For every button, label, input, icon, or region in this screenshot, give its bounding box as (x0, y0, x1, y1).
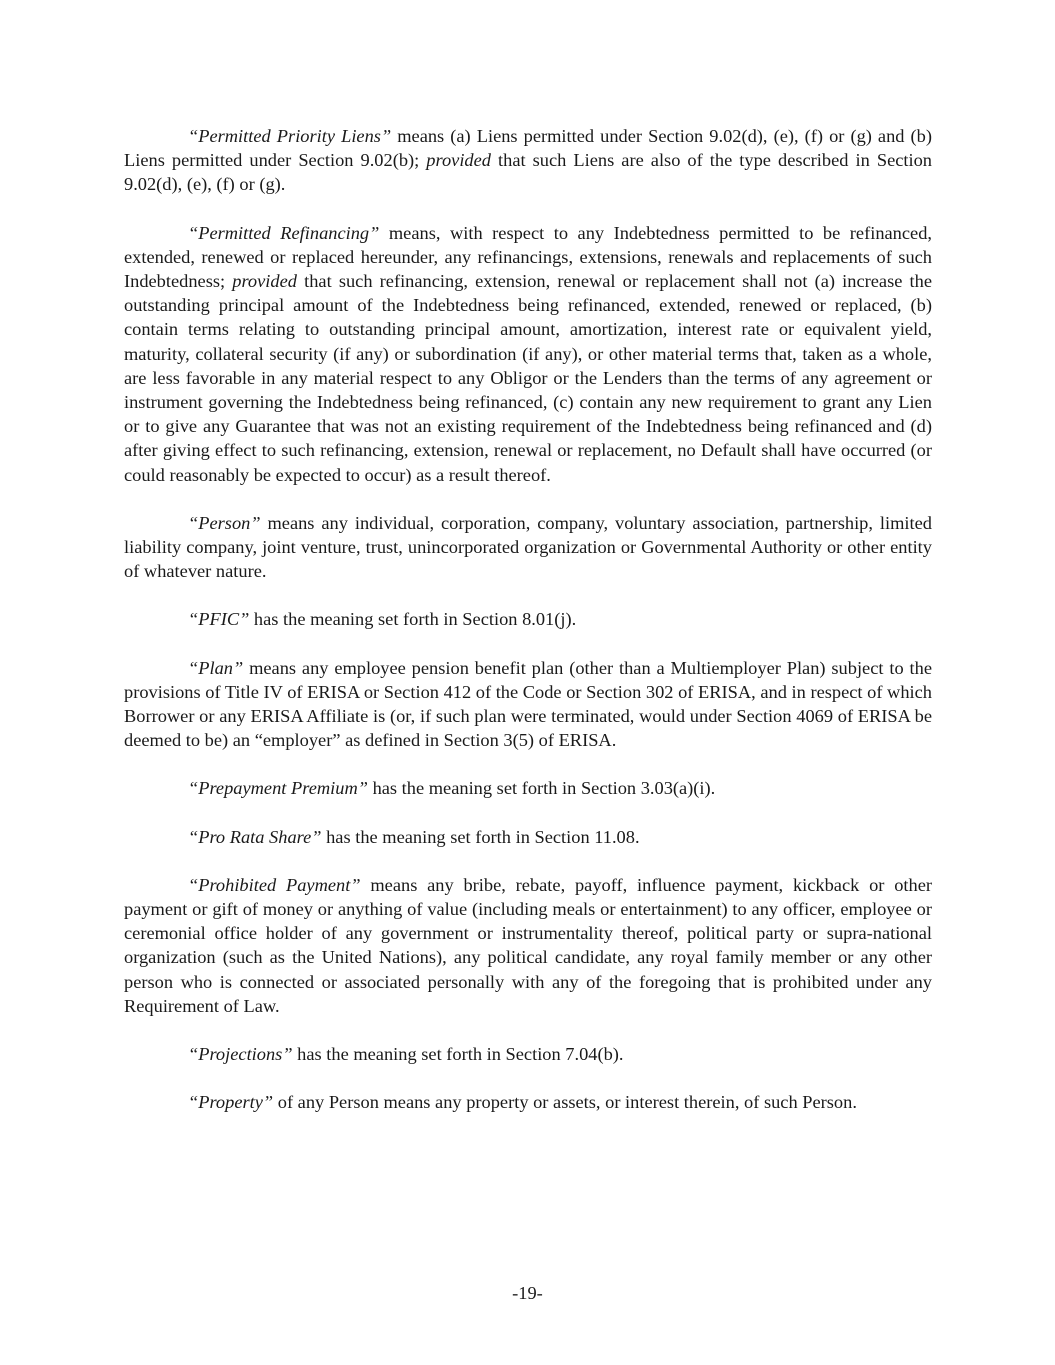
definition-permitted-priority-liens (124, 124, 932, 197)
definition-text-continued: that such refinancing, extension, renewal or replacement shall not (a) increase the outstanding principal amount of the Indebtedness being refinanced, extended, renewed or replaced, (b) contain terms relating to outstanding principal amount, amortization, interest rate or equivalent yield, maturity, collateral security (if any) or subordination (if any), or other material terms that, taken as a whole, are less favorable in any material respect to any Obligor or the Lenders than the terms of any agreement or instrument governing the Indebtedness being refinanced, (c) contain any new requirement to grant any Lien or to give any Guarantee that was not an existing requirement of the Indebtedness being refinanced and (d) after giving effect to such refinancing, extension, renewal or replacement, no Default shall have occurred (or could reasonably be expected to occur) as a result thereof. (124, 271, 932, 485)
definition-text: means any employee pension benefit plan (other than a Multiemployer Plan) subject to the provisions of Title IV of ERISA or Section 412 of the Code or Section 302 of ERISA, and in respect of which Borrower or any ERISA Affiliate is (or, if such plan were terminated, would under Section 4069 of ERISA be deemed to be) an “employer” as defined in Section 3(5) of ERISA. (124, 657, 932, 751)
definition-text: has the meaning set forth in Section 8.01(j). (249, 609, 577, 630)
defined-term: “Property” (188, 1092, 274, 1113)
defined-term: “PFIC” (188, 609, 250, 630)
document-body (124, 124, 932, 1139)
proviso-emphasis: provided (232, 271, 297, 292)
definition-pro-rata-share (124, 825, 932, 849)
proviso-emphasis: provided (426, 150, 491, 171)
definition-pfic (124, 607, 932, 631)
defined-term: “Permitted Priority Liens” (188, 126, 392, 146)
defined-term: “Permitted Refinancing” (188, 222, 380, 243)
definition-permitted-refinancing (124, 221, 932, 487)
definition-text: means (a) Liens permitted under Section 9.02(d), (e), (f) or (g) and (b) Liens permitted under Section 9.02(b); (124, 126, 932, 171)
definition-prepayment-premium (124, 776, 932, 800)
definition-projections (124, 1042, 932, 1066)
definition-text: means any individual, corporation, company, voluntary association, partnership, limited liability company, joint venture, trust, unincorporated organization or Governmental Authority or other entity of whatever nature. (124, 512, 932, 582)
definition-plan (124, 656, 932, 753)
defined-term: “Plan” (188, 657, 244, 678)
definition-text: means, with respect to any Indebtedness permitted to be refinanced, extended, renewed or replaced hereunder, any refinancings, extensions, renewals and replacements of such Indebtedness; (124, 222, 932, 292)
definition-text: has the meaning set forth in Section 7.04(b). (292, 1044, 624, 1065)
page-number: -19- (512, 1283, 543, 1303)
definition-text: has the meaning set forth in Section 11.08. (321, 826, 640, 847)
definition-property (124, 1090, 932, 1114)
defined-term: “Projections” (188, 1044, 293, 1065)
defined-term: “Prepayment Premium” (188, 778, 368, 799)
definition-text-continued: that such Liens are also of the type described in Section 9.02(d), (e), (f) or (g). (124, 150, 932, 195)
definition-text: of any Person means any property or assets, or interest therein, of such Person. (273, 1092, 857, 1113)
defined-term: “Pro Rata Share” (188, 826, 322, 847)
defined-term: “Prohibited Payment” (188, 874, 361, 895)
defined-term: “Person” (188, 512, 261, 533)
definition-person (124, 511, 932, 584)
definition-text: has the meaning set forth in Section 3.03(a)(i). (367, 778, 716, 799)
definition-text: means any bribe, rebate, payoff, influence payment, kickback or other payment or gift of money or anything of value (including meals or entertainment) to any officer, employee or ceremonial office holder of any government or instrumentality thereof, political party or supra-national organization (such as the United Nations), any political candidate, any royal family member or any other person who is connected or associated personally with any of the foregoing that is prohibited under any Requirement of Law. (124, 874, 933, 1016)
definition-prohibited-payment (124, 873, 932, 1018)
